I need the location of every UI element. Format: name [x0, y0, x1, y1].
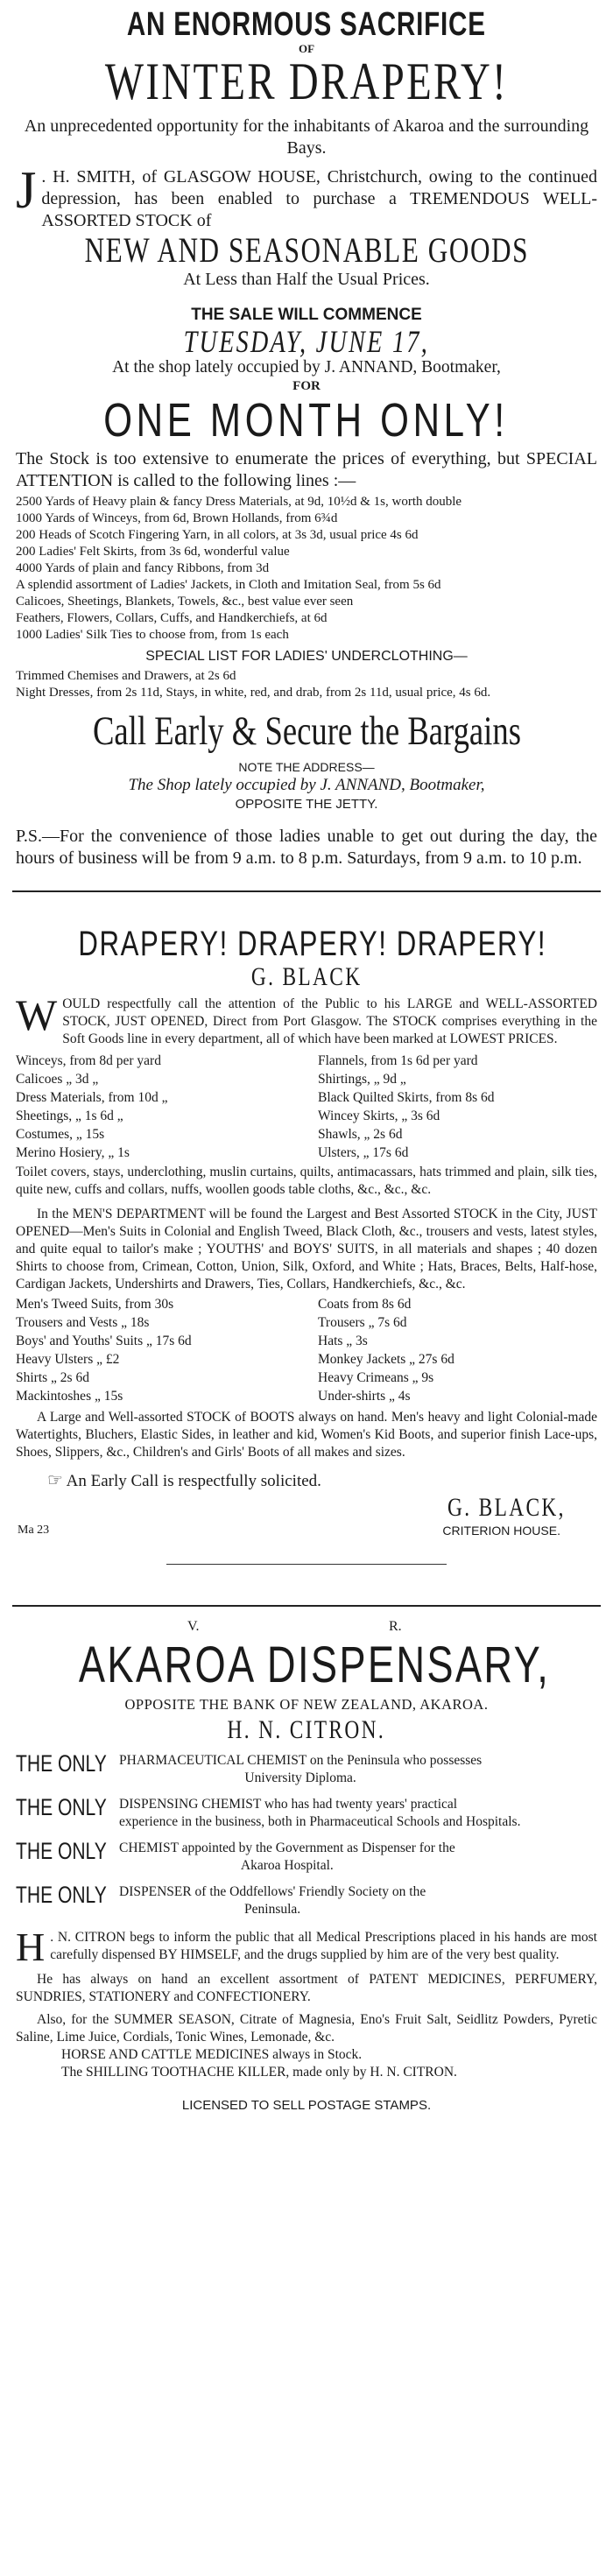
list-item: 1000 Yards of Winceys, from 6d, Brown Hollands, from 6¾d: [16, 511, 338, 525]
price-cell: Boys' and Youths' Suits „ 17s 6d: [16, 1334, 192, 1348]
date-code: Ma 23: [18, 1524, 50, 1537]
price-cell: Dress Materials, from 10d „: [16, 1090, 168, 1105]
mens-department-paragraph: In the MEN'S DEPARTMENT will be found the Largest and Best Assorted STOCK in the City, JUST OPENED—Men's Suits in Colonial and English Tweed, Black Cloth, &c., trousers and vests, latest styles, and quite equal to tailor's make ; YOUTHS' and BOYS' SUITS, in all materials and shapes ; 40 dozen Shirts to choose from, Crimean, Cotton, Union, Silk, Oxford, and White ; Hats, Braces, Belts, Half-hose, Cardigan Jackets, Undershirts and Drawers, Ties, Collars, Handkerchiefs, &c., &c.: [16, 1207, 597, 1292]
advert-title: WINTER DRAPERY!: [104, 53, 509, 110]
royal-v: V.: [187, 1619, 200, 1634]
drapery-headline: DRAPERY! DRAPERY! DRAPERY!: [78, 925, 547, 963]
price-cell: Shawls, „ 2s 6d: [318, 1127, 403, 1142]
price-cell: Shirts „ 2s 6d: [16, 1370, 89, 1385]
sale-date: TUESDAY, JUNE 17,: [183, 324, 430, 359]
g-black-signature: G. BLACK,: [447, 1493, 566, 1522]
list-item: 200 Ladies' Felt Skirts, from 3s 6d, wonderful value: [16, 545, 290, 559]
list-item: Night Dresses, from 2s 11d, Stays, in white, red, and drab, from 2s 11d, usual price, 4s 6d.: [16, 686, 491, 700]
price-line: At Less than Half the Usual Prices.: [183, 270, 430, 289]
stock-intro: The Stock is too extensive to enumerate the prices of everything, but SPECIAL ATTENTION is called to the following lines :—: [16, 449, 597, 490]
price-cell: Costumes, „ 15s: [16, 1127, 105, 1142]
dispensary-address: OPPOSITE THE BANK OF NEW ZEALAND, AKAROA.: [124, 1696, 489, 1713]
list-item: THE ONLY DISPENSING CHEMIST who has had twenty years' practical experience in the business, both in Pharmaceutical Schools and Hospitals.: [16, 1794, 521, 1829]
price-cell: Flannels, from 1s 6d per yard: [318, 1053, 478, 1068]
of-label: OF: [298, 42, 315, 55]
list-item: Calicoes, Sheetings, Blankets, Towels, &c., best value ever seen: [16, 595, 354, 609]
shop-line: At the shop lately occupied by J. ANNAND, Bootmaker,: [112, 358, 501, 377]
headline: AN ENORMOUS SACRIFICE: [127, 6, 486, 43]
price-cell: Shirtings, „ 9d „: [318, 1072, 406, 1087]
toothache-killer-line: The SHILLING TOOTHACHE KILLER, made only by H. N. CITRON.: [61, 2065, 457, 2080]
smith-paragraph: J . H. SMITH, of GLASGOW HOUSE, Christchurch, owing to the continued depression, has been enabled to purchase a TREMENDOUS WELL-ASSORTED STOCK of: [16, 161, 597, 230]
goods-heading: NEW AND SEASONABLE GOODS: [84, 230, 529, 270]
thin-divider: [166, 1564, 447, 1565]
g-black-intro: WOULD respectfully call the attention of the Public to his LARGE and WELL-ASSORTED STOCK, JUST OPENED, Direct from Port Glasgow. The STOCK comprises everything in the Soft Goods line in every department, all of which have been marked at LOWEST PRICES.: [16, 990, 597, 1046]
akaroa-dispensary-advert: [12, 1619, 601, 2115]
criterion-house: CRITERION HOUSE.: [442, 1524, 560, 1538]
price-cell: Heavy Ulsters „ £2: [16, 1352, 120, 1367]
list-item: Trimmed Chemises and Drawers, at 2s 6d: [16, 669, 236, 683]
price-cell: Black Quilted Skirts, from 8s 6d: [318, 1090, 495, 1105]
drapery-price-table: [12, 1052, 601, 1162]
price-cell: Coats from 8s 6d: [318, 1297, 412, 1312]
drop-cap: J: [16, 161, 37, 219]
price-cell: Wincey Skirts, „ 3s 6d: [318, 1109, 440, 1123]
column-divider: [12, 1605, 601, 1607]
g-black-name: G. BLACK: [250, 962, 363, 991]
intro-text: An unprecedented opportunity for the inhabitants of Akaroa and the surrounding Bays.: [24, 116, 589, 158]
citron-name: H. N. CITRON.: [227, 1715, 386, 1744]
dispensary-title: AKAROA DISPENSARY,: [78, 1636, 551, 1693]
summer-season-paragraph: Also, for the SUMMER SEASON, Citrate of Magnesia, Eno's Fruit Salt, Seidlitz Powders, Pyretic Saline, Lime Juice, Cordials, Tonic Wines, Lemonade, &c.: [16, 2012, 597, 2045]
winter-drapery-advert: [12, 7, 601, 869]
sale-commence: THE SALE WILL COMMENCE: [191, 306, 422, 324]
one-month-only: ONE MONTH ONLY!: [103, 394, 510, 447]
column-divider: [12, 890, 601, 892]
early-call-line: ☞ An Early Call is respectfully solicited.: [47, 1471, 321, 1490]
price-cell: Winceys, from 8d per yard: [16, 1053, 161, 1068]
price-cell: Monkey Jackets „ 27s 6d: [318, 1352, 454, 1367]
note-address: NOTE THE ADDRESS—: [238, 760, 375, 774]
price-cell: Men's Tweed Suits, from 30s: [16, 1297, 174, 1312]
price-cell: Trousers „ 7s 6d: [318, 1315, 407, 1330]
price-cell: Mackintoshes „ 15s: [16, 1389, 123, 1404]
price-cell: Heavy Crimeans „ 9s: [318, 1370, 434, 1385]
drop-cap: W: [16, 990, 58, 1039]
drop-cap: H: [16, 1925, 46, 1969]
list-item: THE ONLY CHEMIST appointed by the Government as Dispenser for the Akaroa Hospital.: [16, 1838, 455, 1873]
call-early: Call Early & Secure the Bargains: [92, 708, 521, 754]
price-cell: Merino Hosiery, „ 1s: [16, 1145, 130, 1160]
list-item: THE ONLY DISPENSER of the Oddfellows' Friendly Society on the Peninsula.: [16, 1882, 426, 1917]
list-item: Feathers, Flowers, Collars, Cuffs, and Handkerchiefs, at 6d: [16, 611, 328, 625]
list-item: A splendid assortment of Ladies' Jackets, in Cloth and Imitation Seal, from 5s 6d: [16, 578, 441, 592]
horse-medicines-line: HORSE AND CATTLE MEDICINES always in Stock.: [61, 2047, 363, 2062]
pointing-hand-icon: ☞: [47, 1471, 63, 1490]
list-item: 1000 Ladies' Silk Ties to choose from, from 1s each: [16, 628, 289, 642]
price-cell: Trousers and Vests „ 18s: [16, 1315, 150, 1330]
for-label: FOR: [292, 379, 321, 393]
the-only-list: [12, 1750, 601, 1918]
price-cell: Sheetings, „ 1s 6d „: [16, 1109, 123, 1123]
boots-paragraph: A Large and Well-assorted STOCK of BOOTS always on hand. Men's heavy and light Colonial-made Watertights, Bluchers, Elastic Sides, in leather and kid, Women's Kid Boots, and superior finish Lace-ups, Shoes, Slippers, &c., Children's and Girls' Boots of all makes and sizes.: [16, 1410, 597, 1460]
price-cell: Hats „ 3s: [318, 1334, 368, 1348]
list-item: 4000 Yards of plain and fancy Ribbons, from 3d: [16, 561, 270, 575]
price-cell: Under-shirts „ 4s: [318, 1389, 411, 1404]
price-cell: Calicoes „ 3d „: [16, 1072, 99, 1087]
shop-address: The Shop lately occupied by J. ANNAND, Bootmaker,: [128, 776, 485, 794]
g-black-drapery-advert: [12, 924, 601, 1541]
stock-items-list: [12, 494, 601, 644]
mens-price-table: [12, 1295, 601, 1405]
list-item: 200 Heads of Scotch Fingering Yarn, in all colors, at 3s 3d, usual price 4s 6d: [16, 528, 419, 542]
price-cell: Ulsters, „ 17s 6d: [318, 1145, 409, 1160]
toilet-covers-paragraph: Toilet covers, stays, underclothing, muslin curtains, quilts, antimacassars, hats trimmed and plain, silk ties, quite new, cuffs and collars, nuffs, woollen goods table cloths, &c., &c., &c.: [16, 1165, 597, 1197]
list-item: THE ONLY PHARMACEUTICAL CHEMIST on the Peninsula who possesses University Diploma.: [16, 1750, 483, 1785]
list-item: 2500 Yards of Heavy plain & fancy Dress Materials, at 9d, 10½d & 1s, worth double: [16, 495, 462, 509]
postage-stamps-line: LICENSED TO SELL POSTAGE STAMPS.: [181, 2098, 432, 2113]
patent-medicines-paragraph: He has always on hand an excellent assortment of PATENT MEDICINES, PERFUMERY, SUNDRIES, STATIONERY and CONFECTIONERY.: [16, 1972, 597, 2004]
citron-paragraph: H . N. CITRON begs to inform the public that all Medical Prescriptions placed in his hands are most carefully dispensed BY HIMSELF, and the drugs supplied by him are of the very best quality.: [16, 1925, 597, 1969]
opposite-jetty: OPPOSITE THE JETTY.: [235, 797, 378, 812]
underclothing-list: [12, 668, 601, 701]
special-list-heading: SPECIAL LIST FOR LADIES' UNDERCLOTHING—: [145, 649, 468, 664]
royal-r: R.: [389, 1619, 402, 1634]
ps-paragraph: P.S.—For the convenience of those ladies unable to get out during the day, the hours of business will be from 9 a.m. to 8 p.m. Saturdays, from 9 a.m. to 10 p.m.: [16, 827, 597, 868]
